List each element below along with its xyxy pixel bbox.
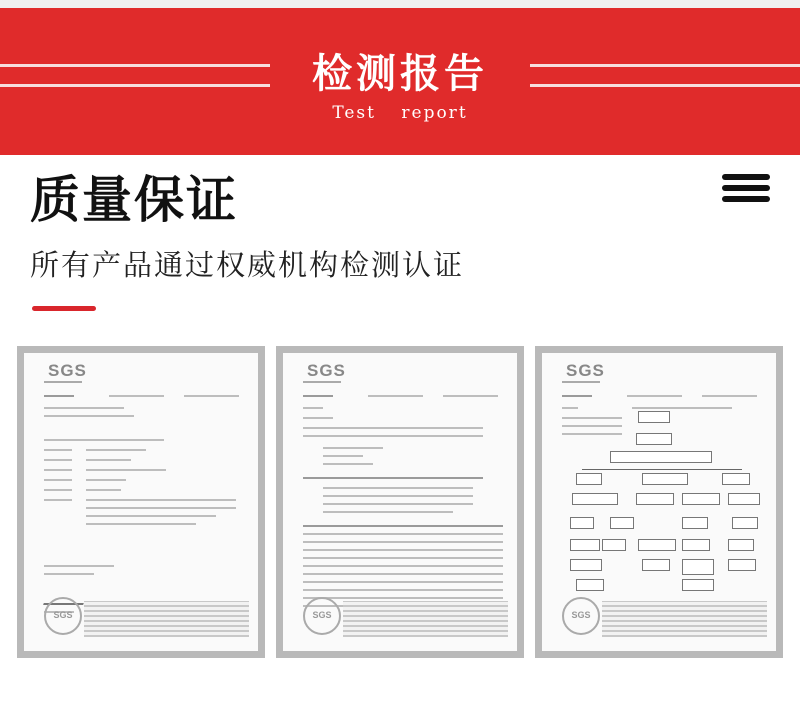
certificate-page xyxy=(24,353,258,651)
menu-bar xyxy=(722,174,770,180)
banner-top-band xyxy=(0,0,800,8)
logo-underline xyxy=(562,381,600,383)
sgs-logo: SGS xyxy=(48,361,87,380)
certificate-footer-text xyxy=(84,601,249,637)
section-subtitle: 所有产品通过权威机构检测认证 xyxy=(30,248,465,282)
certificate-card[interactable] xyxy=(17,346,265,658)
sgs-seal: SGS xyxy=(562,597,600,635)
banner-subtitle: Test report xyxy=(332,103,468,123)
banner-title: 检测报告 xyxy=(312,50,488,97)
menu-bar xyxy=(722,185,770,191)
menu-bar xyxy=(722,196,770,202)
certificate-footer-text xyxy=(343,601,508,637)
certificate-card[interactable] xyxy=(535,346,783,658)
section-title: 质量保证 xyxy=(30,171,238,229)
banner xyxy=(0,0,800,155)
sgs-logo: SGS xyxy=(307,361,346,380)
sgs-seal: SGS xyxy=(44,597,82,635)
sgs-logo: SGS xyxy=(566,361,605,380)
certificate-page xyxy=(283,353,517,651)
certificate-page xyxy=(542,353,776,651)
accent-divider xyxy=(32,306,92,311)
accent-divider-dot xyxy=(86,306,96,311)
sgs-seal: SGS xyxy=(303,597,341,635)
logo-underline xyxy=(44,381,82,383)
hamburger-menu-icon[interactable] xyxy=(722,174,770,202)
certificate-card[interactable] xyxy=(276,346,524,658)
certificate-footer-text xyxy=(602,601,767,637)
logo-underline xyxy=(303,381,341,383)
